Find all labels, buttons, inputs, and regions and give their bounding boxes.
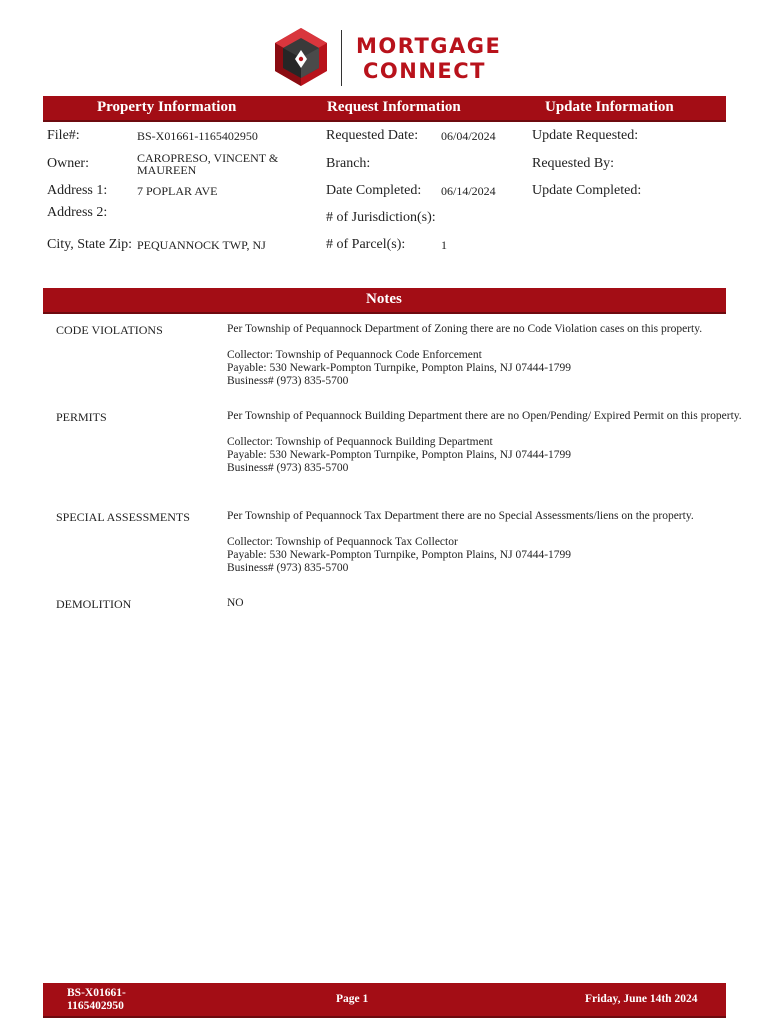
note-payable-code-violations: Payable: 530 Newark-Pompton Turnpike, Pompton Plains, NJ 07444-1799 <box>227 362 572 374</box>
logo-divider <box>341 30 342 86</box>
note-label-demolition: DEMOLITION <box>56 597 132 611</box>
note-text-demolition: NO <box>227 597 244 609</box>
note-business-permits: Business# (973) 835-5700 <box>227 462 349 474</box>
file-value: BS-X01661-1165402950 <box>137 129 258 143</box>
update-information-heading: Update Information <box>545 99 674 115</box>
note-payable-permits: Payable: 530 Newark-Pompton Turnpike, Pompton Plains, NJ 07444-1799 <box>227 449 572 461</box>
file-label: File#: <box>47 128 80 143</box>
footer-file-number <box>67 987 126 1013</box>
note-business-special-assessments: Business# (973) 835-5700 <box>227 562 349 574</box>
footer-date: Friday, June 14th 2024 <box>585 993 698 1005</box>
logo-text-line1: MORTGAGE <box>356 34 502 58</box>
address1-label: Address 1: <box>47 183 108 198</box>
city-state-zip-value: PEQUANNOCK TWP, NJ <box>137 238 266 252</box>
date-completed-value: 06/14/2024 <box>441 184 496 198</box>
property-information-heading: Property Information <box>97 99 237 115</box>
note-text-code-violations: Per Township of Pequannock Department of Zoning there are no Code Violation cases on this property. <box>227 323 703 335</box>
address2-label: Address 2: <box>47 205 108 220</box>
owner-value-line1: CAROPRESO, VINCENT & <box>137 151 279 165</box>
footer-file-line1: BS-X01661- <box>67 987 126 999</box>
note-text-permits: Per Township of Pequannock Building Department there are no Open/Pending/ Expired Permit on this property. <box>227 410 742 422</box>
notes-heading: Notes <box>366 291 402 307</box>
footer-page-number: Page 1 <box>336 993 369 1005</box>
jurisdictions-label: # of Jurisdiction(s): <box>326 210 436 225</box>
note-business-code-violations: Business# (973) 835-5700 <box>227 375 349 387</box>
branch-label: Branch: <box>326 156 371 171</box>
page-footer-bar <box>43 983 726 1018</box>
note-collector-permits: Collector: Township of Pequannock Building Department <box>227 436 493 448</box>
update-requested-label: Update Requested: <box>532 128 639 143</box>
parcels-value: 1 <box>441 238 447 252</box>
mortgage-connect-logo-icon <box>271 26 331 88</box>
requested-date-label: Requested Date: <box>326 128 419 143</box>
information-header-bar <box>43 96 726 122</box>
note-text-special-assessments: Per Township of Pequannock Tax Department there are no Special Assessments/liens on the property. <box>227 510 694 522</box>
footer-file-line2: 1165402950 <box>67 1000 124 1012</box>
requested-by-label: Requested By: <box>532 156 615 171</box>
note-label-permits: PERMITS <box>56 410 107 424</box>
note-collector-special-assessments: Collector: Township of Pequannock Tax Collector <box>227 536 458 548</box>
notes-header-bar <box>43 288 726 314</box>
city-state-zip-label: City, State Zip: <box>47 237 133 252</box>
requested-date-value: 06/04/2024 <box>441 129 496 143</box>
note-label-special-assessments: SPECIAL ASSESSMENTS <box>56 510 190 524</box>
parcels-label: # of Parcel(s): <box>326 237 406 252</box>
date-completed-label: Date Completed: <box>326 183 422 198</box>
address1-value: 7 POPLAR AVE <box>137 184 218 198</box>
owner-label: Owner: <box>47 156 89 171</box>
note-label-code-violations: CODE VIOLATIONS <box>56 323 163 337</box>
logo-text-line2: CONNECT <box>363 59 486 83</box>
update-completed-label: Update Completed: <box>532 183 642 198</box>
owner-value-line2: MAUREEN <box>137 163 197 177</box>
request-information-heading: Request Information <box>327 99 461 115</box>
note-collector-code-violations: Collector: Township of Pequannock Code Enforcement <box>227 349 482 361</box>
note-payable-special-assessments: Payable: 530 Newark-Pompton Turnpike, Pompton Plains, NJ 07444-1799 <box>227 549 572 561</box>
